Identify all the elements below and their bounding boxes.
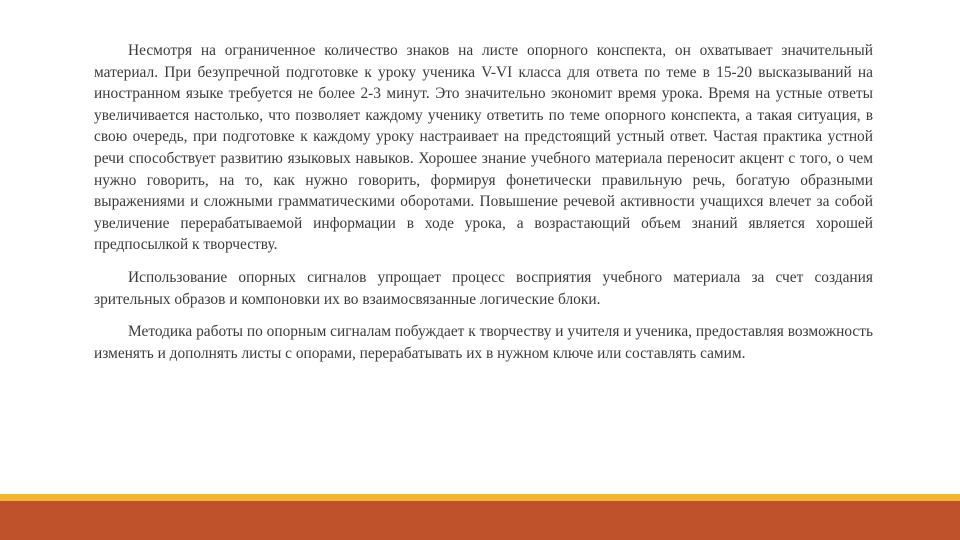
paragraph-3: Методика работы по опорным сигналам побуждает к творчеству и учителя и ученика, предоставляя возможность изменять и дополнять листы с опорами, перерабатывать их в нужном ключе или составлять самим. [94, 323, 873, 362]
paragraph-2: Использование опорных сигналов упрощает процесс восприятия учебного материала за счет создания зрительных образов и компоновки их во взаимосвязанные логические блоки. [94, 268, 873, 308]
paragraph-1: Несмотря на ограниченное количество знаков на листе опорного конспекта, он охватывает значительный материал. При безупречной подготовке к уроку ученика V-VI класса для ответа по теме в 15-20 высказываний на иностранном языке требуется не более 2-3 минут. Это значительно экономит время урока. Время на устные ответы увеличивается настолько, что позволяет каждому ученику ответить по теме опорного конспекта, а такая ситуация, в свою очередь, при подготовке к каждому уроку настраивает на предстоящий устный ответ. Частая практика устной речи способствует развитию языковых навыков. Хорошее знание учебного материала переносит акцент с того, о чем нужно говорить, на то, как нужно говорить, формируя фонетически правильную речь, богатую образными выражениями и сложными грамматическими оборотами. Повышение речевой активности учащихся влечет за собой увеличение перерабатываемой информации в ходе урока, а возрастающий объем знаний является хорошей предпосылкой к творчеству. [94, 42, 873, 254]
slide-body-text [94, 40, 873, 364]
footer-band-orange [0, 501, 960, 540]
accent-stripe-yellow [0, 494, 960, 501]
